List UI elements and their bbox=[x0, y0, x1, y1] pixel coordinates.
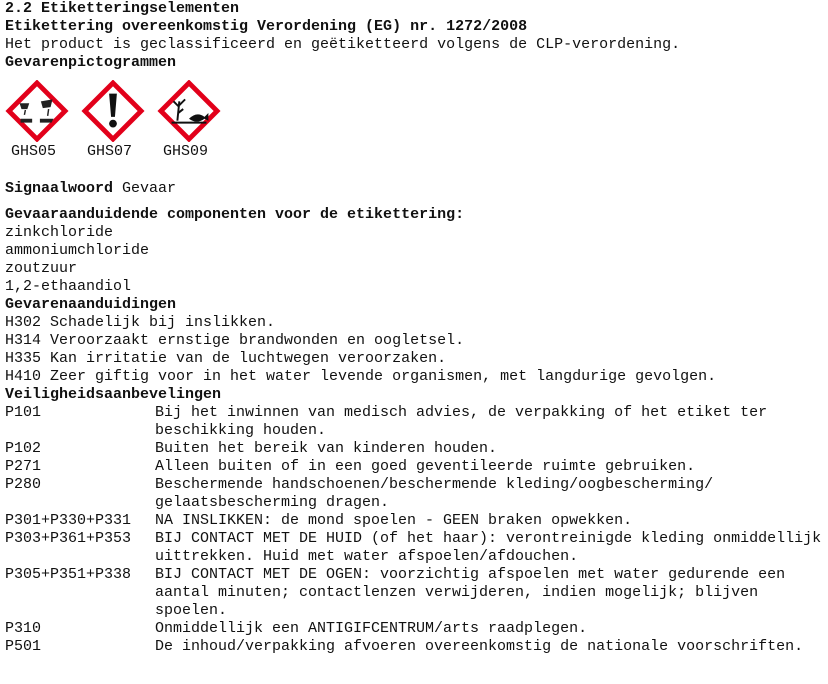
precaution-row bbox=[5, 440, 823, 458]
precaution-text: Beschermende handschoenen/beschermende kleding/oogbescherming/ gelaatsbescherming dragen. bbox=[155, 476, 714, 511]
precaution-row bbox=[5, 476, 823, 512]
precaution-row bbox=[5, 512, 823, 530]
pictogram-labels bbox=[11, 142, 823, 162]
precaution-row bbox=[5, 620, 823, 638]
hazard-statement: H335 Kan irritatie van de luchtwegen veroorzaken. bbox=[5, 350, 447, 367]
exclamation-mark-icon bbox=[81, 80, 145, 142]
component-item: zinkchloride bbox=[5, 224, 114, 241]
precaution-row bbox=[5, 404, 823, 440]
label-elements-section bbox=[5, 0, 823, 656]
component-item: zoutzuur bbox=[5, 260, 78, 277]
section-title: 2.2 Etiketteringselementen bbox=[5, 0, 240, 17]
component-item: ammoniumchloride bbox=[5, 242, 150, 259]
signal-word-value: Gevaar bbox=[122, 180, 177, 197]
precaution-text: Bij het inwinnen van medisch advies, de verpakking of het etiket ter beschikking houden. bbox=[155, 404, 768, 439]
precaution-text: Alleen buiten of in een goed geventileerde ruimte gebruiken. bbox=[155, 458, 696, 475]
precaution-text: BIJ CONTACT MET DE HUID (of het haar): verontreinigde kleding onmiddellijk uittrekken. Huid met water afspoelen/afdouchen. bbox=[155, 530, 822, 565]
pictograms-heading: Gevarenpictogrammen bbox=[5, 54, 177, 71]
precaution-text: BIJ CONTACT MET DE OGEN: voorzichtig afspoelen met water gedurende een aantal minuten; contactlenzen verwijderen, indien mogelijk; blijven spoelen. bbox=[155, 566, 786, 619]
precaution-code: P310 bbox=[5, 620, 42, 637]
precaution-code: P271 bbox=[5, 458, 42, 475]
hazard-statement: H410 Zeer giftig voor in het water levende organismen, met langdurige gevolgen. bbox=[5, 368, 717, 385]
signal-word bbox=[5, 180, 823, 198]
pictogram-code: GHS07 bbox=[87, 143, 133, 160]
precaution-code: P301+P330+P331 bbox=[5, 512, 132, 529]
regulation-heading: Etikettering overeenkomstig Verordening (EG) nr. 1272/2008 bbox=[5, 18, 528, 35]
pictogram-row bbox=[5, 80, 823, 142]
precaution-row bbox=[5, 638, 823, 656]
precaution-heading: Veiligheidsaanbevelingen bbox=[5, 386, 222, 403]
signal-word-label: Signaalwoord bbox=[5, 180, 114, 197]
hazard-statement: H302 Schadelijk bij inslikken. bbox=[5, 314, 276, 331]
precaution-code: P280 bbox=[5, 476, 42, 493]
corrosion-icon bbox=[5, 80, 69, 142]
precaution-text: De inhoud/verpakking afvoeren overeenkomstig de nationale voorschriften. bbox=[155, 638, 804, 655]
pictogram-code: GHS09 bbox=[163, 143, 209, 160]
precaution-text: Buiten het bereik van kinderen houden. bbox=[155, 440, 498, 457]
precaution-text: NA INSLIKKEN: de mond spoelen - GEEN braken opwekken. bbox=[155, 512, 633, 529]
precaution-code: P305+P351+P338 bbox=[5, 566, 132, 583]
component-item: 1,2-ethaandiol bbox=[5, 278, 132, 295]
precaution-row bbox=[5, 458, 823, 476]
precaution-row bbox=[5, 566, 823, 620]
precaution-row bbox=[5, 530, 823, 566]
pictogram-code: GHS05 bbox=[11, 143, 57, 160]
environment-icon bbox=[157, 80, 221, 142]
classification-text: Het product is geclassificeerd en geëtiketteerd volgens de CLP-verordening. bbox=[5, 36, 681, 53]
precaution-code: P102 bbox=[5, 440, 42, 457]
precaution-code: P501 bbox=[5, 638, 42, 655]
precaution-code: P101 bbox=[5, 404, 42, 421]
hazard-heading: Gevarenaanduidingen bbox=[5, 296, 177, 313]
components-heading: Gevaaraanduidende componenten voor de etikettering: bbox=[5, 206, 465, 223]
hazard-statement: H314 Veroorzaakt ernstige brandwonden en oogletsel. bbox=[5, 332, 465, 349]
precaution-text: Onmiddellijk een ANTIGIFCENTRUM/arts raadplegen. bbox=[155, 620, 588, 637]
precaution-code: P303+P361+P353 bbox=[5, 530, 132, 547]
